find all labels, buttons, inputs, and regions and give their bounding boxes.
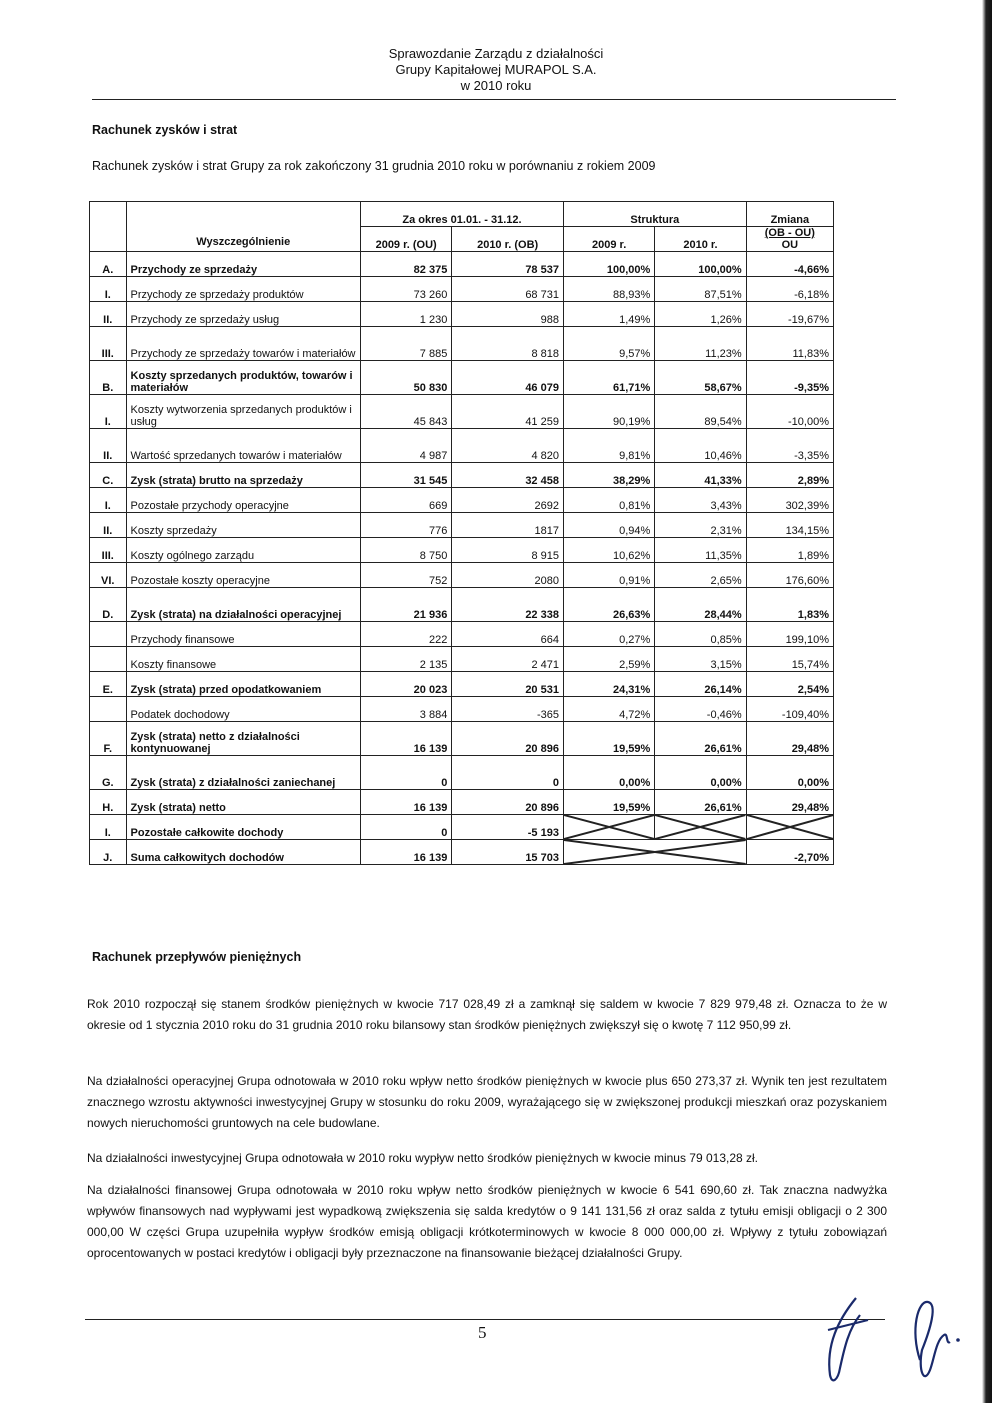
structure-2010: 87,51% xyxy=(655,277,746,302)
value-2009: 21 936 xyxy=(360,588,451,622)
structure-2009: 0,94% xyxy=(563,513,654,538)
structure-2009: 19,59% xyxy=(563,722,654,756)
signature-2 xyxy=(900,1290,970,1390)
value-2010: 41 259 xyxy=(452,395,564,429)
change: -19,67% xyxy=(746,302,833,327)
cash-flow-paragraph-1: Rok 2010 rozpoczął się stanem środków pieniężnych w kwocie 717 028,49 zł a zamknął się saldem w kwocie 7 829 979,48 zł. Oznacza to że w okresie od 1 stycznia 2010 roku do 31 grudnia 2010 roku bilansowy stan środków pieniężnych zwiększył się o kwotę 7 112 950,99 zł. xyxy=(87,997,887,1032)
change: 15,74% xyxy=(746,647,833,672)
structure-2009: 90,19% xyxy=(563,395,654,429)
structure-2010: 3,15% xyxy=(655,647,746,672)
row-label: Przychody ze sprzedaży towarów i materiałów xyxy=(126,327,360,361)
structure-2010: 10,46% xyxy=(655,429,746,463)
section-title-cash-flow: Rachunek przepływów pieniężnych xyxy=(92,950,302,964)
header-2009: 2009 r. (OU) xyxy=(360,227,451,252)
row-label: Koszty sprzedaży xyxy=(126,513,360,538)
change: 11,83% xyxy=(746,327,833,361)
header-divider xyxy=(92,99,896,100)
row-label: Podatek dochodowy xyxy=(126,697,360,722)
value-2009: 50 830 xyxy=(360,361,451,395)
table-row xyxy=(90,697,834,722)
income-statement-table xyxy=(89,201,834,865)
header-line-2: Grupy Kapitałowej MURAPOL S.A. xyxy=(395,62,597,77)
value-2009: 752 xyxy=(360,563,451,588)
structure-2009: 26,63% xyxy=(563,588,654,622)
structure-2009: 0,81% xyxy=(563,488,654,513)
value-2009: 16 139 xyxy=(360,790,451,815)
structure-2009: 2,59% xyxy=(563,647,654,672)
row-symbol: II. xyxy=(90,302,127,327)
row-symbol: III. xyxy=(90,538,127,563)
value-2010: 2 471 xyxy=(452,647,564,672)
value-2010: 20 531 xyxy=(452,672,564,697)
table-row xyxy=(90,488,834,513)
row-symbol xyxy=(90,622,127,647)
row-symbol xyxy=(90,647,127,672)
value-2009: 1 230 xyxy=(360,302,451,327)
header-2010: 2010 r. (OB) xyxy=(452,227,564,252)
change: 2,54% xyxy=(746,672,833,697)
row-label: Koszty sprzedanych produktów, towarów i materiałów xyxy=(126,361,360,395)
value-2010: 20 896 xyxy=(452,790,564,815)
value-2010: 4 820 xyxy=(452,429,564,463)
change: -2,70% xyxy=(746,840,833,865)
table-row xyxy=(90,672,834,697)
row-symbol: E. xyxy=(90,672,127,697)
row-label: Pozostałe całkowite dochody xyxy=(126,815,360,840)
table-row xyxy=(90,756,834,790)
table-row xyxy=(90,563,834,588)
structure-2009: 24,31% xyxy=(563,672,654,697)
value-2010: 68 731 xyxy=(452,277,564,302)
structure-2009: 0,00% xyxy=(563,756,654,790)
row-label: Przychody ze sprzedaży usług xyxy=(126,302,360,327)
row-label: Zysk (strata) brutto na sprzedaży xyxy=(126,463,360,488)
value-2009: 222 xyxy=(360,622,451,647)
crossed-out-cell xyxy=(655,815,746,840)
cross-mark-icon xyxy=(564,840,746,864)
header-change: Zmiana xyxy=(746,202,833,227)
header-structure: Struktura xyxy=(563,202,746,227)
header-blank-cell xyxy=(90,202,127,252)
scan-edge xyxy=(982,0,992,1403)
value-2009: 2 135 xyxy=(360,647,451,672)
structure-2010: 26,61% xyxy=(655,790,746,815)
value-2009: 45 843 xyxy=(360,395,451,429)
value-2009: 0 xyxy=(360,756,451,790)
structure-2009: 4,72% xyxy=(563,697,654,722)
change: 2,89% xyxy=(746,463,833,488)
table-row xyxy=(90,252,834,277)
row-symbol: II. xyxy=(90,429,127,463)
row-label: Koszty wytworzenia sprzedanych produktów i usług xyxy=(126,395,360,429)
value-2009: 31 545 xyxy=(360,463,451,488)
value-2010: 46 079 xyxy=(452,361,564,395)
row-symbol: A. xyxy=(90,252,127,277)
structure-2009: 10,62% xyxy=(563,538,654,563)
structure-2009: 9,57% xyxy=(563,327,654,361)
table-row xyxy=(90,588,834,622)
table-row xyxy=(90,277,834,302)
header-line-3: w 2010 roku xyxy=(460,78,532,93)
change: 29,48% xyxy=(746,790,833,815)
structure-2010: 0,00% xyxy=(655,756,746,790)
crossed-out-cell xyxy=(746,815,833,840)
value-2009: 73 260 xyxy=(360,277,451,302)
change: 134,15% xyxy=(746,513,833,538)
table-row xyxy=(90,302,834,327)
footer-divider xyxy=(85,1319,885,1320)
structure-2009: 88,93% xyxy=(563,277,654,302)
structure-2010: 11,23% xyxy=(655,327,746,361)
row-label: Pozostałe przychody operacyjne xyxy=(126,488,360,513)
table-row xyxy=(90,722,834,756)
value-2009: 8 750 xyxy=(360,538,451,563)
structure-2010: 11,35% xyxy=(655,538,746,563)
value-2009: 669 xyxy=(360,488,451,513)
value-2010: 0 xyxy=(452,756,564,790)
value-2010: -365 xyxy=(452,697,564,722)
header-line-1: Sprawozdanie Zarządu z działalności xyxy=(388,46,604,61)
header-period: Za okres 01.01. - 31.12. xyxy=(360,202,563,227)
structure-2009: 1,49% xyxy=(563,302,654,327)
structure-2010: -0,46% xyxy=(655,697,746,722)
page-number: 5 xyxy=(478,1323,487,1342)
row-label: Przychody ze sprzedaży produktów xyxy=(126,277,360,302)
cash-flow-paragraph-2: Na działalności operacyjnej Grupa odnotowała w 2010 roku wpływ netto środków pieniężnych w kwocie plus 650 273,37 zł. Wynik ten jest rezultatem znacznego wzrostu aktywności inwestycyjnej Grupy w stosunku do roku 2009, wyrażającego się w zwiększonej produkcji mieszkań oraz pozyskaniem nowych nieruchomości gruntowych na cele budowlane. xyxy=(87,1074,887,1130)
value-2009: 0 xyxy=(360,815,451,840)
value-2010: -5 193 xyxy=(452,815,564,840)
row-label: Zysk (strata) netto z działalności kontynuowanej xyxy=(126,722,360,756)
structure-2010: 1,26% xyxy=(655,302,746,327)
table-row xyxy=(90,815,834,840)
structure-2010: 3,43% xyxy=(655,488,746,513)
structure-2010: 2,31% xyxy=(655,513,746,538)
value-2009: 3 884 xyxy=(360,697,451,722)
change: -4,66% xyxy=(746,252,833,277)
structure-2009: 61,71% xyxy=(563,361,654,395)
structure-2009: 19,59% xyxy=(563,790,654,815)
change: 199,10% xyxy=(746,622,833,647)
table-row xyxy=(90,513,834,538)
structure-2009: 0,91% xyxy=(563,563,654,588)
structure-2010: 89,54% xyxy=(655,395,746,429)
row-symbol: J. xyxy=(90,840,127,865)
structure-2010: 26,61% xyxy=(655,722,746,756)
structure-2010: 26,14% xyxy=(655,672,746,697)
change: 1,83% xyxy=(746,588,833,622)
value-2010: 664 xyxy=(452,622,564,647)
crossed-out-cell xyxy=(563,840,746,865)
header-structure-2010: 2010 r. xyxy=(655,227,746,252)
row-label: Pozostałe koszty operacyjne xyxy=(126,563,360,588)
header-structure-2009: 2009 r. xyxy=(563,227,654,252)
row-label: Koszty ogólnego zarządu xyxy=(126,538,360,563)
row-symbol xyxy=(90,697,127,722)
change: -10,00% xyxy=(746,395,833,429)
table-row xyxy=(90,429,834,463)
table-row xyxy=(90,463,834,488)
value-2010: 2080 xyxy=(452,563,564,588)
value-2010: 20 896 xyxy=(452,722,564,756)
table-row xyxy=(90,647,834,672)
row-symbol: I. xyxy=(90,815,127,840)
value-2010: 1817 xyxy=(452,513,564,538)
value-2010: 8 818 xyxy=(452,327,564,361)
row-label: Przychody ze sprzedaży xyxy=(126,252,360,277)
row-symbol: VI. xyxy=(90,563,127,588)
cross-mark-icon xyxy=(564,815,654,839)
cash-flow-paragraph-4: Na działalności finansowej Grupa odnotowała w 2010 roku wpływ netto środków pieniężnych w kwocie 6 541 690,60 zł. Tak znaczna nadwyżka wpływów finansowych nad wypływami jest wypadkową zwiększenia się salda kredytów o 9 141 131,56 zł oraz salda z tytułu emisji obligacji o 2 300 000,00 W części Grupa uzupełniła wypływ środków emisją obligacji krótkoterminowych w kwocie 8 000 000,00 zł. Wpływy z tytułu zobowiązań oprocentowanych w postaci kredytów i obligacji były przeznaczone na finansowanie bieżącej działalności Grupy. xyxy=(87,1183,887,1260)
row-label: Przychody finansowe xyxy=(126,622,360,647)
structure-2010: 28,44% xyxy=(655,588,746,622)
row-symbol: B. xyxy=(90,361,127,395)
value-2010: 22 338 xyxy=(452,588,564,622)
row-symbol: C. xyxy=(90,463,127,488)
change: -3,35% xyxy=(746,429,833,463)
document-header xyxy=(0,46,992,94)
table-row xyxy=(90,840,834,865)
structure-2010: 2,65% xyxy=(655,563,746,588)
structure-2010: 0,85% xyxy=(655,622,746,647)
table-row xyxy=(90,790,834,815)
value-2010: 8 915 xyxy=(452,538,564,563)
table-row xyxy=(90,327,834,361)
row-symbol: III. xyxy=(90,327,127,361)
value-2010: 2692 xyxy=(452,488,564,513)
cross-mark-icon xyxy=(655,815,745,839)
change: 1,89% xyxy=(746,538,833,563)
change-formula-numerator: (OB - OU) xyxy=(764,227,815,239)
row-symbol: G. xyxy=(90,756,127,790)
row-label: Zysk (strata) przed opodatkowaniem xyxy=(126,672,360,697)
value-2010: 988 xyxy=(452,302,564,327)
change: -6,18% xyxy=(746,277,833,302)
row-symbol: I. xyxy=(90,395,127,429)
row-symbol: D. xyxy=(90,588,127,622)
value-2009: 776 xyxy=(360,513,451,538)
structure-2009: 100,00% xyxy=(563,252,654,277)
change-formula-denominator: OU xyxy=(781,239,799,251)
table-row xyxy=(90,622,834,647)
structure-2009: 9,81% xyxy=(563,429,654,463)
cash-flow-paragraph-3: Na działalności inwestycyjnej Grupa odnotowała w 2010 roku wypływ netto środków pieniężnych w kwocie minus 79 013,28 zł. xyxy=(87,1151,759,1165)
section-title-income-statement: Rachunek zysków i strat xyxy=(92,123,238,137)
value-2010: 15 703 xyxy=(452,840,564,865)
structure-2010: 41,33% xyxy=(655,463,746,488)
income-statement-subtitle: Rachunek zysków i strat Grupy za rok zakończony 31 grudnia 2010 roku w porównaniu z rokiem 2009 xyxy=(92,159,656,173)
table-row xyxy=(90,395,834,429)
row-symbol: F. xyxy=(90,722,127,756)
row-symbol: I. xyxy=(90,488,127,513)
value-2009: 7 885 xyxy=(360,327,451,361)
value-2009: 20 023 xyxy=(360,672,451,697)
change: 29,48% xyxy=(746,722,833,756)
row-label: Zysk (strata) netto xyxy=(126,790,360,815)
row-label: Wartość sprzedanych towarów i materiałów xyxy=(126,429,360,463)
row-symbol: I. xyxy=(90,277,127,302)
value-2009: 16 139 xyxy=(360,722,451,756)
value-2010: 78 537 xyxy=(452,252,564,277)
value-2010: 32 458 xyxy=(452,463,564,488)
structure-2009: 0,27% xyxy=(563,622,654,647)
value-2009: 82 375 xyxy=(360,252,451,277)
value-2009: 16 139 xyxy=(360,840,451,865)
row-symbol: H. xyxy=(90,790,127,815)
row-label: Koszty finansowe xyxy=(126,647,360,672)
header-item: Wyszczególnienie xyxy=(126,202,360,252)
table-row xyxy=(90,361,834,395)
change: 302,39% xyxy=(746,488,833,513)
structure-2010: 58,67% xyxy=(655,361,746,395)
signature-1 xyxy=(808,1290,878,1390)
crossed-out-cell xyxy=(563,815,654,840)
structure-2009: 38,29% xyxy=(563,463,654,488)
change: 176,60% xyxy=(746,563,833,588)
row-label: Zysk (strata) z działalności zaniechanej xyxy=(126,756,360,790)
cross-mark-icon xyxy=(747,815,833,839)
value-2009: 4 987 xyxy=(360,429,451,463)
change: -9,35% xyxy=(746,361,833,395)
row-label: Suma całkowitych dochodów xyxy=(126,840,360,865)
change: 0,00% xyxy=(746,756,833,790)
row-label: Zysk (strata) na działalności operacyjnej xyxy=(126,588,360,622)
change: -109,40% xyxy=(746,697,833,722)
table-row xyxy=(90,538,834,563)
row-symbol: II. xyxy=(90,513,127,538)
structure-2010: 100,00% xyxy=(655,252,746,277)
header-change-formula xyxy=(746,227,833,252)
